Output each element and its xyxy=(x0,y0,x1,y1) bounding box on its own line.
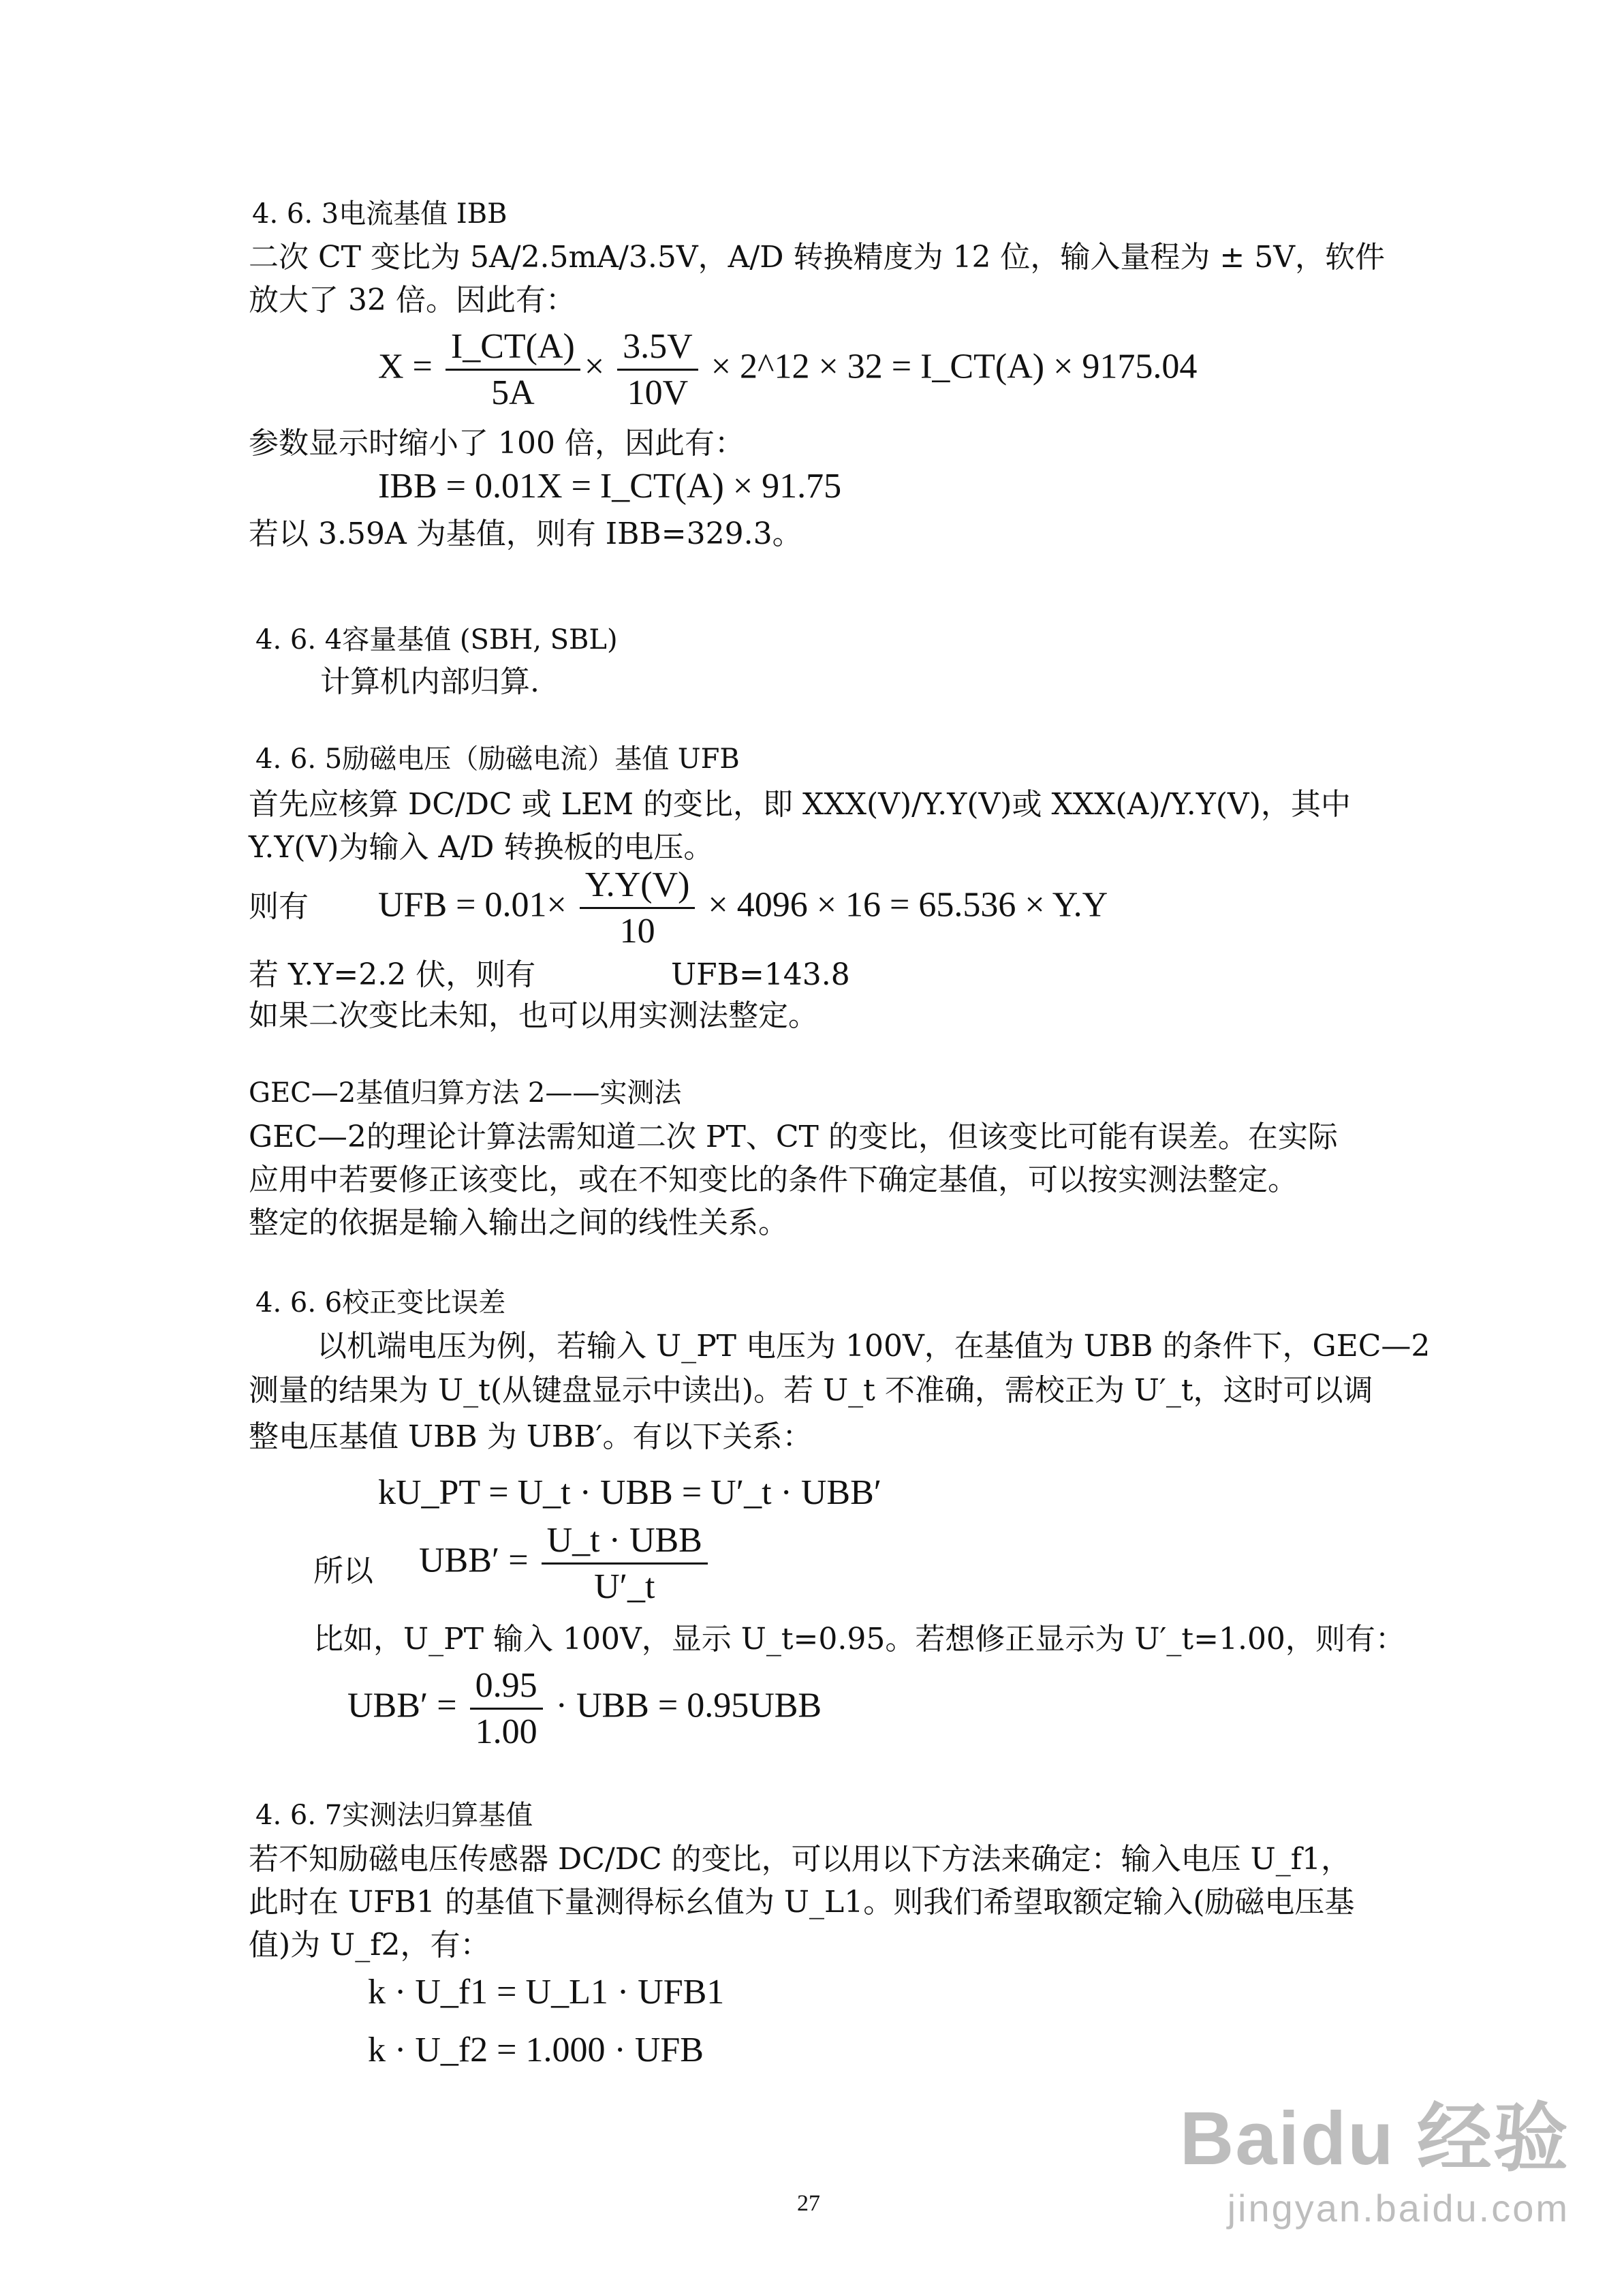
fraction-denominator: 10V xyxy=(627,373,689,413)
paragraph-line: 计算机内部归算. xyxy=(320,664,540,699)
fraction-denominator: 1.00 xyxy=(475,1712,537,1752)
paragraph-line: 二次 CT 变比为 5A/2.5mA/3.5V，A/D 转换精度为 12 位，输入量程为 ± 5V，软件 xyxy=(249,240,1386,275)
paragraph-line: 整定的依据是输入输出之间的线性关系。 xyxy=(249,1205,788,1240)
equation-k-uf1: k · U_f1 = U_L1 · UFB1 xyxy=(368,1973,725,2012)
equation-rest: · UBB = 0.95UBB xyxy=(555,1686,822,1725)
paragraph-line: 应用中若要修正该变比，或在不知变比的条件下确定基值，可以按实测法整定。 xyxy=(249,1162,1298,1197)
heading-4-6-3: 4. 6. 3电流基值 IBB xyxy=(252,198,507,230)
baidu-watermark xyxy=(1180,2078,1570,2230)
paragraph-line: 以机端电压为例，若输入 U_PT 电压为 100V，在基值为 UBB 的条件下，GEC—2 xyxy=(317,1329,1431,1364)
watermark-url: jingyan.baidu.com xyxy=(1227,2187,1570,2230)
equation-rest: × 4096 × 16 = 65.536 × Y.Y xyxy=(708,885,1108,925)
equation-ufb xyxy=(378,865,1108,951)
heading-4-6-5: 4. 6. 5励磁电压（励磁电流）基值 UFB xyxy=(255,743,740,775)
equation-k-uf2: k · U_f2 = 1.000 · UFB xyxy=(368,2031,704,2069)
paragraph-line: 若 Y.Y=2.2 伏，则有 xyxy=(249,957,536,992)
equation-lhs: UFB = 0.01× xyxy=(378,885,567,925)
equation-ibb: IBB = 0.01X = I_CT(A) × 91.75 xyxy=(378,467,842,506)
fraction xyxy=(470,1666,543,1751)
fraction xyxy=(446,327,580,412)
heading-4-6-7: 4. 6. 7实测法归算基值 xyxy=(255,1800,533,1831)
paragraph-line: 放大了 32 倍。因此有： xyxy=(249,283,576,318)
fraction-numerator: Y.Y(V) xyxy=(580,865,696,909)
paragraph-line: 整电压基值 UBB 为 UBB′。有以下关系： xyxy=(249,1419,813,1454)
equation-ubb-prime xyxy=(419,1521,712,1606)
paragraph-line: 测量的结果为 U_t(从键盘显示中读出)。若 U_t 不准确，需校正为 U′_t，这时可以调 xyxy=(249,1373,1373,1408)
fraction-denominator: 10 xyxy=(619,912,655,951)
heading-4-6-6: 4. 6. 6校正变比误差 xyxy=(255,1287,506,1319)
watermark-brand: Baidu 经验 xyxy=(1179,2097,1570,2181)
paragraph-line: 若以 3.59A 为基值，则有 IBB=329.3。 xyxy=(249,517,802,551)
label-then: 则有 xyxy=(249,889,309,924)
fraction-numerator: 3.5V xyxy=(617,327,698,371)
equation-lhs: X = xyxy=(378,347,433,386)
fraction-numerator: U_t · UBB xyxy=(542,1521,708,1565)
fraction xyxy=(617,327,698,412)
heading-method-2: GEC—2基值归算方法 2——实测法 xyxy=(249,1077,682,1109)
paragraph-line: 首先应核算 DC/DC 或 LEM 的变比，即 XXX(V)/Y.Y(V)或 XXX(A)/Y.Y(V)，其中 xyxy=(249,787,1351,822)
paragraph-line: Y.Y(V)为输入 A/D 转换板的电压。 xyxy=(249,830,714,865)
paragraph-line: 若不知励磁电压传感器 DC/DC 的变比，可以用以下方法来确定：输入电压 U_f1， xyxy=(249,1842,1352,1877)
paragraph-line: 比如，U_PT 输入 100V，显示 U_t=0.95。若想修正显示为 U′_t=1.00，则有： xyxy=(313,1622,1405,1657)
fraction-numerator: 0.95 xyxy=(470,1666,543,1710)
equation-lhs: UBB′ = xyxy=(347,1686,457,1725)
fraction-denominator: 5A xyxy=(491,373,535,413)
paragraph-value: UFB=143.8 xyxy=(671,957,850,992)
equation-lhs: UBB′ = xyxy=(419,1541,529,1580)
paragraph-line: 值)为 U_f2，有： xyxy=(249,1928,490,1962)
page-number: 27 xyxy=(797,2191,820,2216)
fraction xyxy=(580,865,696,951)
equation-x: X = $\frac{I\_CT(A)}{5A}$ × $\frac{3.5V}{10V}$ × 2^12 × 32 = I_CT(A) × 9175.04 xyxy=(378,327,1198,413)
fraction-denominator: U′_t xyxy=(594,1567,655,1607)
equation-ubb-example xyxy=(347,1666,822,1751)
fraction-numerator: I_CT(A) xyxy=(446,327,580,371)
equation-relation: kU_PT = U_t · UBB = U′_t · UBB′ xyxy=(378,1473,882,1512)
paragraph-line: 如果二次变比未知，也可以用实测法整定。 xyxy=(249,998,818,1033)
equation-rest: × 2^12 × 32 = I_CT(A) × 9175.04 xyxy=(710,347,1198,386)
fraction xyxy=(542,1521,708,1606)
label-so: 所以 xyxy=(313,1554,373,1588)
paragraph-line: GEC—2的理论计算法需知道二次 PT、CT 的变比，但该变比可能有误差。在实际 xyxy=(249,1120,1338,1154)
paragraph-line: 参数显示时缩小了 100 倍，因此有： xyxy=(249,426,745,461)
heading-4-6-4: 4. 6. 4容量基值 (SBH, SBL) xyxy=(255,624,618,656)
paragraph-line: 此时在 UFB1 的基值下量测得标幺值为 U_L1。则我们希望取额定输入(励磁电压基 xyxy=(249,1885,1355,1920)
